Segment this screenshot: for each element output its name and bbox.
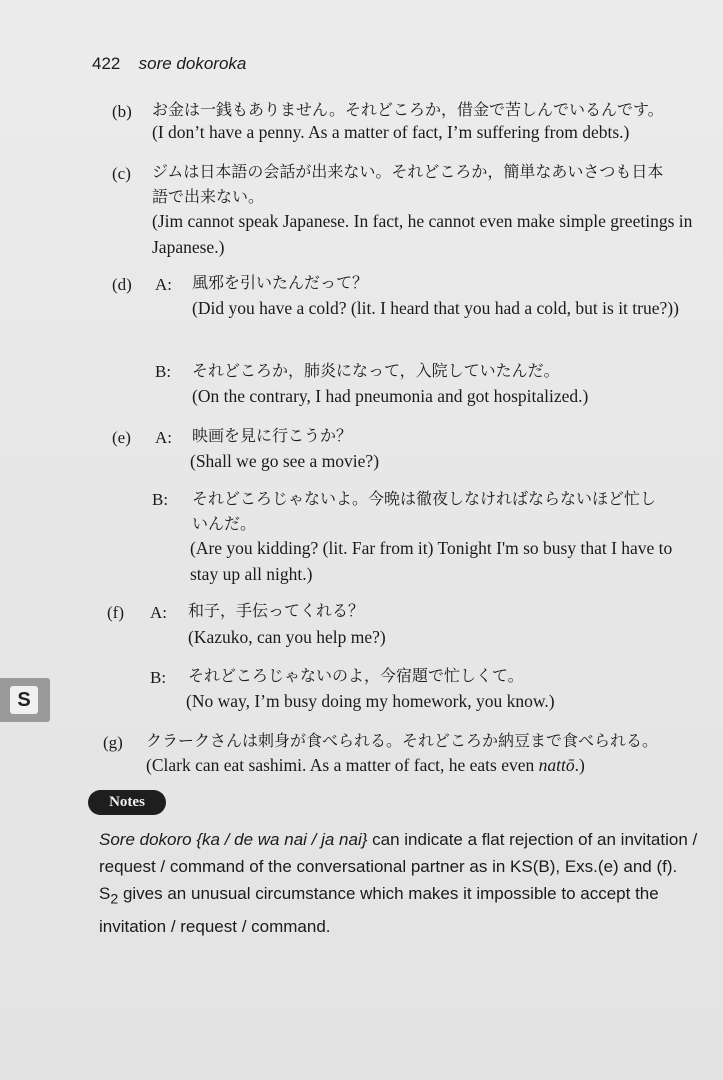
section-letter: S bbox=[10, 686, 38, 714]
notes-text-cont: gives an unusual circumstance which makes it impossible to accept the invitation / request / command. bbox=[99, 884, 659, 937]
notes-term-variants: {ka / de wa nai / ja nai} bbox=[191, 830, 368, 849]
english-translation: (Shall we go see a movie?) bbox=[190, 451, 380, 471]
english-translation: (Are you kidding? (lit. Far from it) Tonight I'm so busy that I have to stay up all night.) bbox=[190, 538, 673, 584]
english-translation: (On the contrary, I had pneumonia and got hospitalized.) bbox=[192, 386, 589, 406]
speaker-a: A: bbox=[155, 275, 172, 294]
english-translation: (Did you have a cold? (lit. I heard that you had a cold, but is it true?)) bbox=[192, 298, 679, 318]
translation-italic-term: nattō bbox=[538, 755, 575, 775]
english-translation: (Kazuko, can you help me?) bbox=[188, 627, 386, 647]
english-translation: (No way, I’m busy doing my homework, you know.) bbox=[186, 691, 555, 711]
example-label: (g) bbox=[103, 733, 123, 752]
japanese-sentence: 和子，手伝ってくれる？ bbox=[188, 601, 365, 620]
example-label: (f) bbox=[107, 603, 124, 622]
example-label: (e) bbox=[112, 428, 131, 447]
japanese-sentence: クラークさんは刺身が食べられる。それどころか納豆まで食べられる。 bbox=[146, 731, 659, 750]
example-label: (d) bbox=[112, 275, 132, 294]
english-translation: (I don’t have a penny. As a matter of fact, I’m suffering from debts.) bbox=[152, 122, 630, 142]
notes-text: can indicate a flat rejection of an invitation / request / command of the conversational partner as in KS(B), Exs.(e) and (f). S bbox=[99, 830, 698, 903]
page-number: 422 bbox=[92, 54, 121, 73]
translation-text: (Clark can eat sashimi. As a matter of fact, he eats even bbox=[146, 755, 539, 775]
japanese-sentence: それどころじゃないよ。今晩は徹夜しなければならないほど忙し bbox=[192, 489, 657, 508]
speaker-b: B: bbox=[155, 362, 172, 381]
japanese-sentence-cont: いんだ。 bbox=[192, 514, 257, 533]
notes-subscript: 2 bbox=[110, 891, 119, 908]
notes-paragraph bbox=[99, 826, 699, 940]
running-header bbox=[92, 54, 246, 74]
japanese-sentence: お金は一銭もありません。それどころか，借金で苦しんでいるんです。 bbox=[152, 100, 664, 119]
japanese-sentence-cont: 語で出来ない。 bbox=[152, 187, 265, 206]
notes-term: Sore dokoro bbox=[99, 830, 192, 849]
english-translation: (Jim cannot speak Japanese. In fact, he cannot even make simple greetings in Japanese.) bbox=[152, 211, 693, 257]
speaker-b: B: bbox=[152, 490, 169, 509]
japanese-sentence: それどころじゃないのよ，今宿題で忙しくて。 bbox=[188, 666, 524, 685]
speaker-a: A: bbox=[155, 428, 172, 447]
section-thumb-tab bbox=[0, 678, 50, 722]
english-translation bbox=[146, 752, 585, 778]
running-title: sore dokoroka bbox=[138, 54, 247, 73]
example-label: (b) bbox=[112, 102, 132, 121]
example-label: (c) bbox=[112, 164, 131, 183]
speaker-b: B: bbox=[150, 668, 167, 687]
japanese-sentence: 風邪を引いたんだって？ bbox=[192, 273, 369, 292]
translation-text-end: .) bbox=[574, 755, 585, 775]
speaker-a: A: bbox=[150, 603, 167, 622]
notes-badge: Notes bbox=[88, 790, 166, 815]
japanese-sentence: それどころか，肺炎になって，入院していたんだ。 bbox=[192, 361, 560, 380]
japanese-sentence: ジムは日本語の会話が出来ない。それどころか，簡単なあいさつも日本 bbox=[152, 162, 664, 181]
japanese-sentence: 映画を見に行こうか？ bbox=[192, 426, 353, 445]
